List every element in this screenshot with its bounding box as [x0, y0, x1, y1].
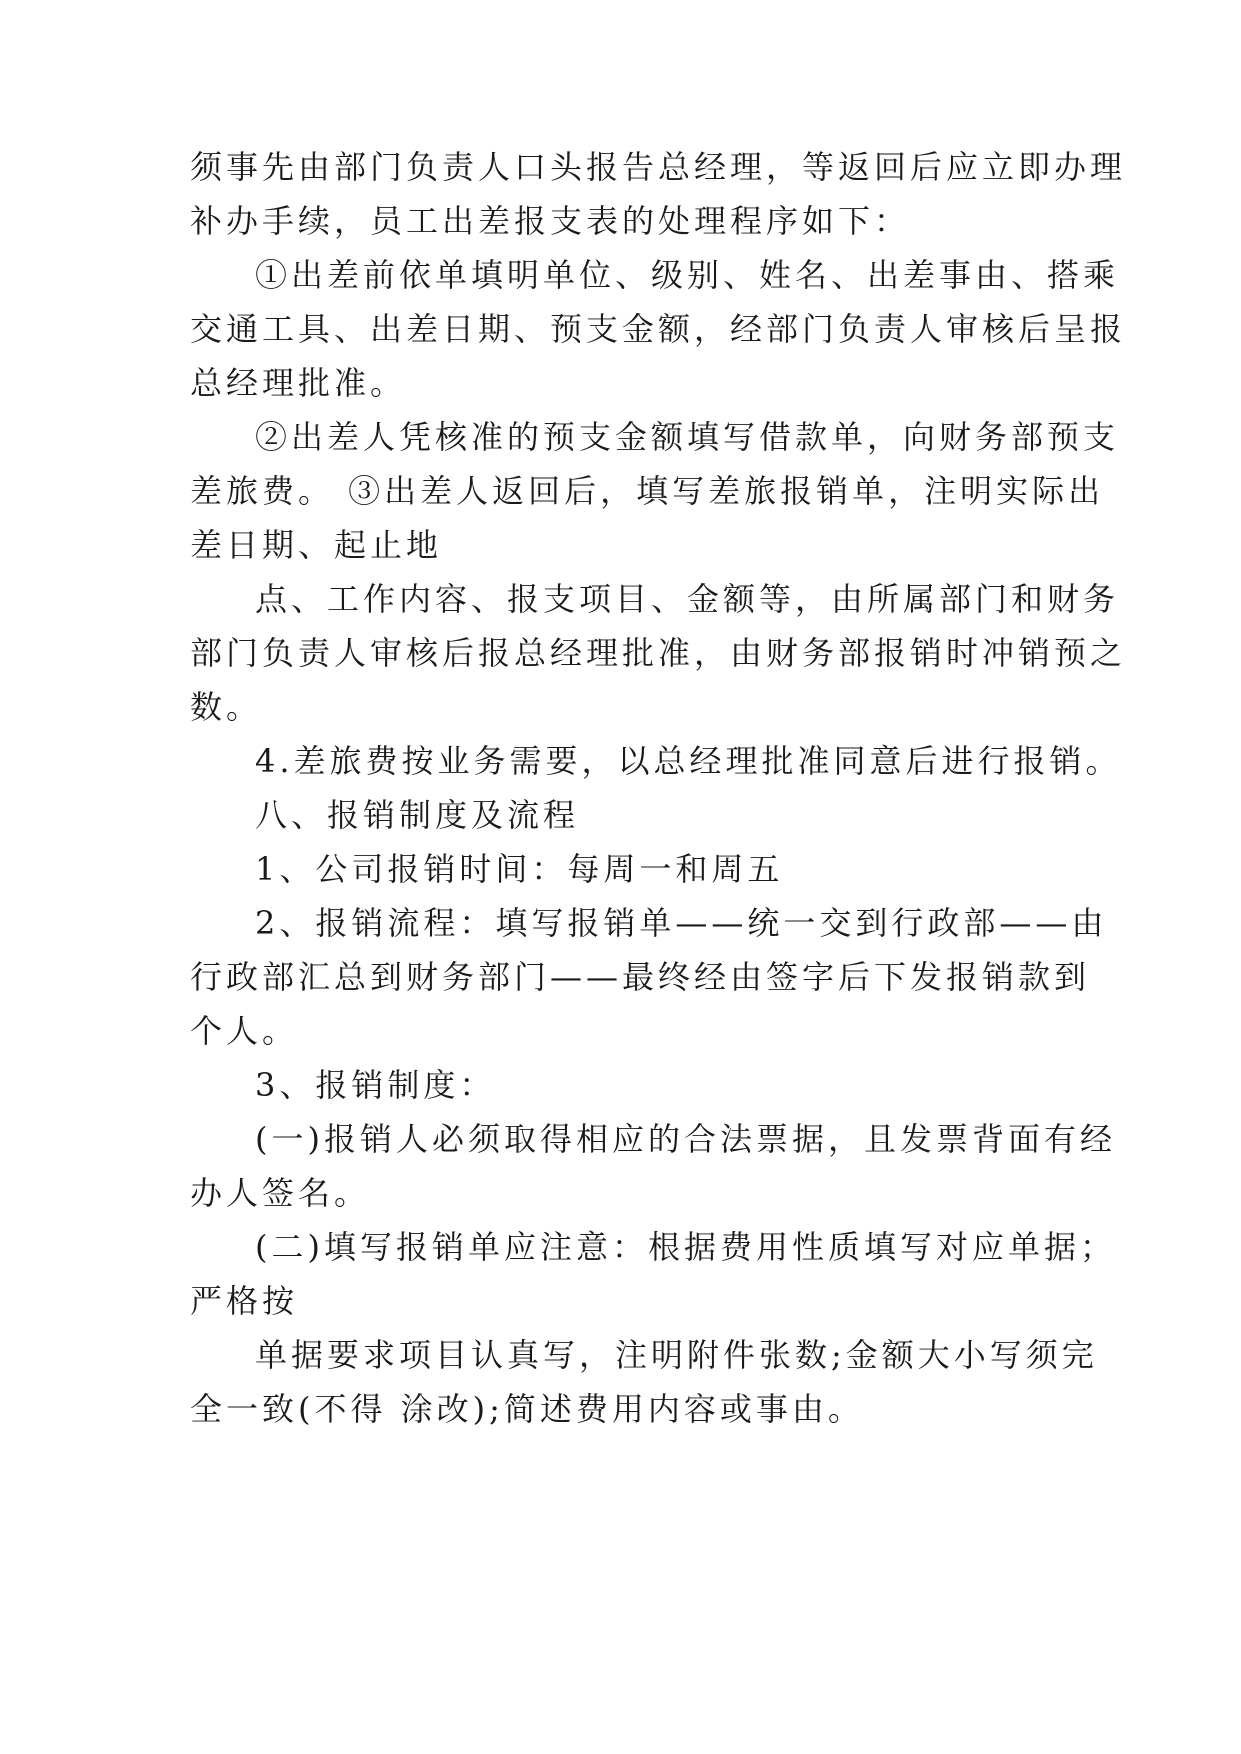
section-heading: 八、报销制度及流程 — [255, 796, 580, 834]
text-line: 总经理批准。 — [190, 364, 407, 402]
text-line: 部门负责人审核后报总经理批准，由财务部报销时冲销预之 — [190, 634, 1127, 672]
text-line: 交通工具、出差日期、预支金额，经部门负责人审核后呈报 — [190, 310, 1127, 348]
text-line: 1、公司报销时间：每周一和周五 — [255, 850, 784, 888]
text-line: 4.差旅费按业务需要，以总经理批准同意后进行报销。 — [255, 742, 1122, 780]
text-line: 单据要求项目认真写，注明附件张数;金额大小写须完 — [255, 1336, 1098, 1374]
text-line: 差旅费。 ③出差人返回后，填写差旅报销单，注明实际出 — [190, 472, 1105, 510]
text-line: 办人签名。 — [190, 1174, 371, 1212]
text-line: 行政部汇总到财务部门——最终经由签字后下发报销款到 — [190, 958, 1091, 996]
text-line: 个人。 — [190, 1012, 299, 1050]
text-line: 补办手续，员工出差报支表的处理程序如下： — [190, 202, 911, 240]
text-line: 全一致(不得 涂改);简述费用内容或事由。 — [190, 1390, 864, 1428]
text-line: 严格按 — [190, 1282, 299, 1320]
text-line: (一)报销人必须取得相应的合法票据，且发票背面有经 — [255, 1120, 1116, 1158]
text-line: 3、报销制度： — [255, 1066, 496, 1104]
text-line: 点、工作内容、报支项目、金额等，由所属部门和财务 — [255, 580, 1120, 618]
text-line: 差日期、起止地 — [190, 526, 443, 564]
text-line: ②出差人凭核准的预支金额填写借款单，向财务部预支 — [255, 418, 1120, 456]
text-line: 数。 — [190, 688, 263, 726]
text-line: 须事先由部门负责人口头报告总经理，等返回后应立即办理 — [190, 148, 1127, 186]
text-line: (二)填写报销单应注意：根据费用性质填写对应单据； — [255, 1228, 1116, 1266]
text-line: 2、报销流程：填写报销单——统一交到行政部——由 — [255, 904, 1108, 942]
text-line: ①出差前依单填明单位、级别、姓名、出差事由、搭乘 — [255, 256, 1120, 294]
